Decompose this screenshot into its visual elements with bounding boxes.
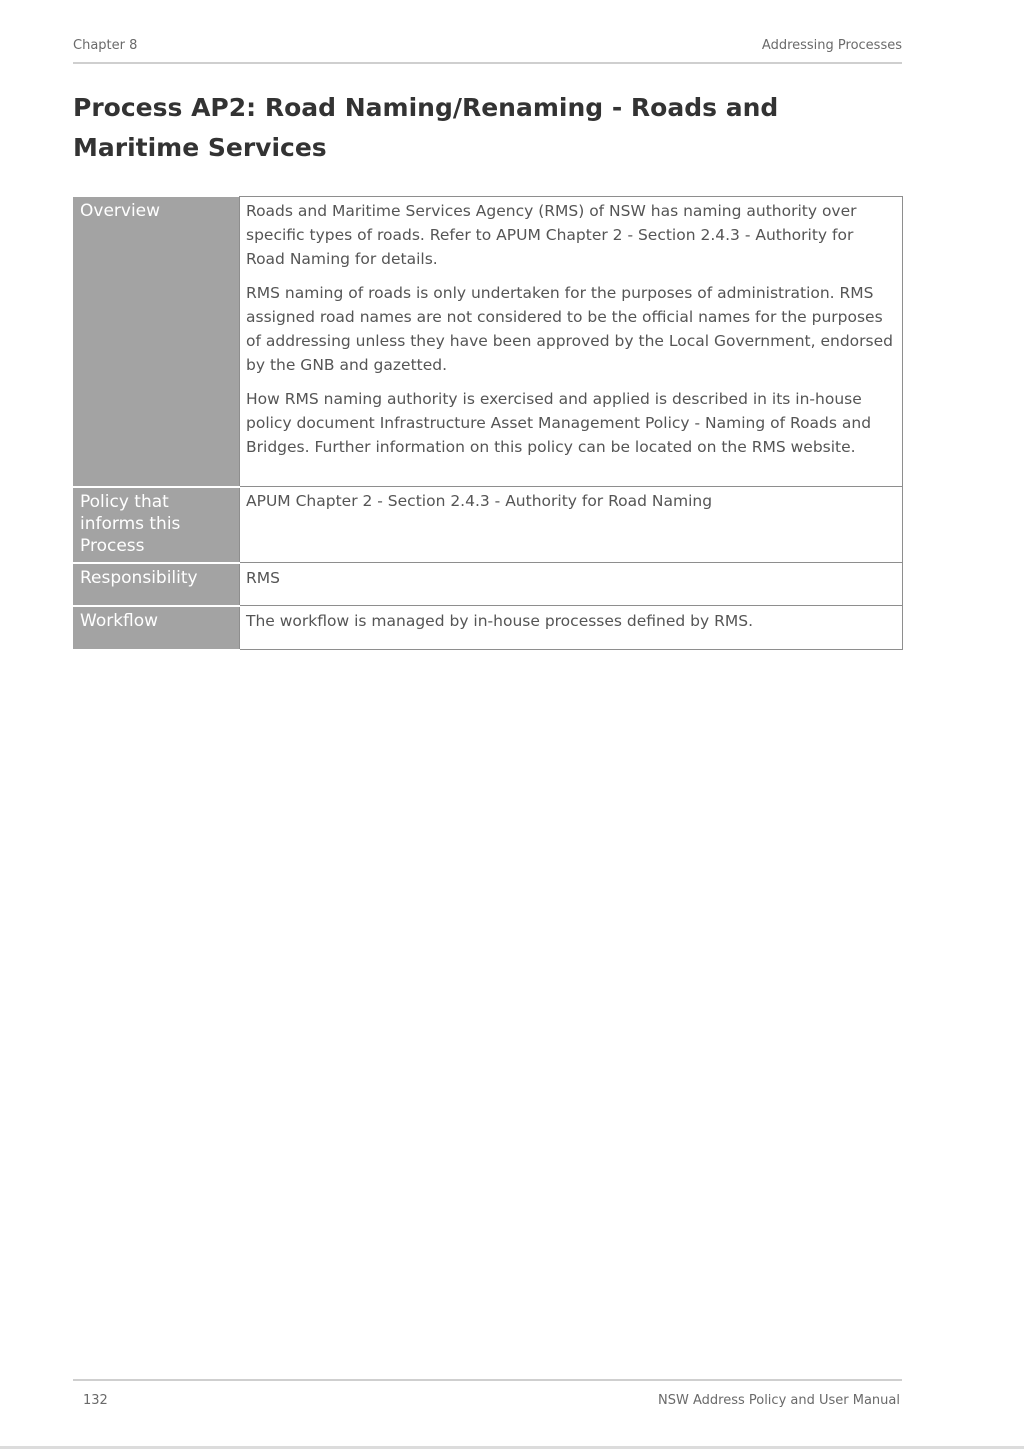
- table-row-overview: [73, 197, 903, 487]
- overview-label: Overview: [73, 197, 240, 487]
- table-row-responsibility: [73, 563, 903, 606]
- chapter-label: Chapter 8: [73, 38, 138, 53]
- overview-cell: [240, 197, 903, 487]
- table-row-workflow: [73, 606, 903, 650]
- overview-paragraph: RMS naming of roads is only undertaken for the purposes of administration. RMS assigned road names are not considered to be the official names for the purposes of addressing unless they have been approved by the Local Government, endorsed by the GNB and gazetted.: [246, 284, 893, 374]
- section-label: Addressing Processes: [761, 38, 902, 53]
- page-title: Process AP2: Road Naming/Renaming - Roads and Maritime Services: [73, 93, 779, 162]
- policy-value: APUM Chapter 2 - Section 2.4.3 - Authority for Road Naming: [240, 487, 903, 563]
- policy-label: Policy that informs this Process: [73, 487, 240, 563]
- process-table: [73, 196, 903, 651]
- responsibility-label: Responsibility: [73, 563, 240, 606]
- responsibility-value: RMS: [240, 563, 903, 606]
- workflow-value: The workflow is managed by in-house processes defined by RMS.: [240, 606, 903, 650]
- running-header: [73, 38, 902, 64]
- overview-paragraph: Roads and Maritime Services Agency (RMS) of NSW has naming authority over specific types of roads. Refer to APUM Chapter 2 - Section 2.4.3 - Authority for Road Naming for details.: [246, 202, 857, 268]
- publication-title: NSW Address Policy and User Manual: [658, 1393, 900, 1408]
- running-footer: [73, 1379, 902, 1411]
- workflow-label: Workflow: [73, 606, 240, 650]
- overview-paragraph: How RMS naming authority is exercised and applied is described in its in-house policy document Infrastructure Asset Management Policy - Naming of Roads and Bridges. Further information on this policy can be located on the RMS website.: [246, 390, 872, 456]
- table-row-policy: [73, 487, 903, 563]
- page-number: 132: [83, 1393, 108, 1408]
